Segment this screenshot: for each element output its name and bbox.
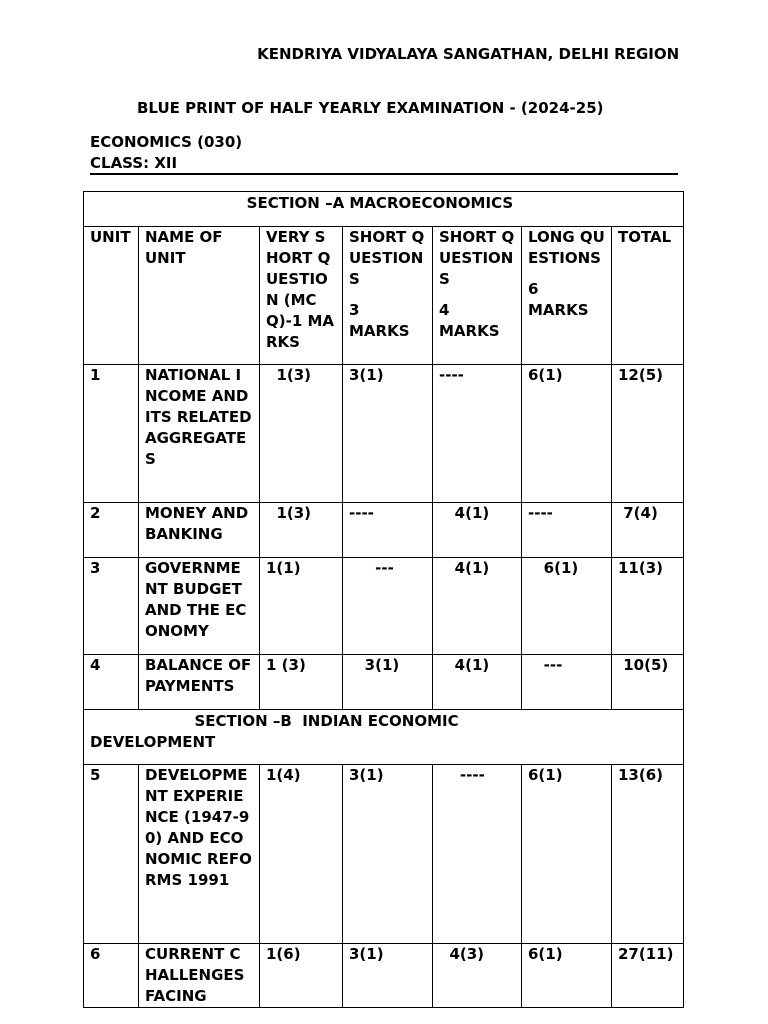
unit-name: CURRENT CHALLENGES FACING bbox=[139, 944, 260, 1008]
lq-cell: 6(1) bbox=[522, 558, 612, 655]
mcq-cell: 1(4) bbox=[260, 765, 343, 944]
unit-number: 4 bbox=[84, 655, 139, 710]
sq4-cell: ---- bbox=[433, 365, 522, 503]
section-b-heading-line2: DEVELOPMENT bbox=[90, 733, 216, 751]
sq4-cell: 4(1) bbox=[433, 558, 522, 655]
section-b-row bbox=[84, 710, 684, 765]
sq4-marks-label: MARKS bbox=[439, 322, 500, 340]
lq-cell: --- bbox=[522, 655, 612, 710]
table-row bbox=[84, 655, 684, 710]
sq3-cell: ---- bbox=[343, 503, 433, 558]
lq-marks-number: 6 bbox=[528, 280, 539, 298]
col-header-sq4 bbox=[433, 227, 522, 365]
col-header-name: NAME OF UNIT bbox=[139, 227, 260, 365]
table-row bbox=[84, 365, 684, 503]
class-line: CLASS: XII bbox=[90, 154, 178, 172]
header-org-line: KENDRIYA VIDYALAYA SANGATHAN, DELHI REGION bbox=[90, 45, 680, 63]
mcq-cell: 1(6) bbox=[260, 944, 343, 1008]
lq-label: LONG QUESTIONS bbox=[528, 228, 605, 267]
col-header-lq bbox=[522, 227, 612, 365]
unit-name: MONEY AND BANKING bbox=[139, 503, 260, 558]
col-header-mcq: VERY SHORT QUESTION (MCQ)-1 MARKS bbox=[260, 227, 343, 365]
section-b-heading-line1: SECTION –B INDIAN ECONOMIC bbox=[90, 712, 459, 730]
total-cell: 13(6) bbox=[612, 765, 684, 944]
header-exam-title: BLUE PRINT OF HALF YEARLY EXAMINATION - (2024-25) bbox=[90, 99, 604, 117]
unit-number: 2 bbox=[84, 503, 139, 558]
sq3-marks-label: MARKS bbox=[349, 322, 410, 340]
unit-number: 5 bbox=[84, 765, 139, 944]
lq-cell: 6(1) bbox=[522, 365, 612, 503]
sq4-cell: 4(3) bbox=[433, 944, 522, 1008]
unit-number: 1 bbox=[84, 365, 139, 503]
col-header-total: TOTAL bbox=[612, 227, 684, 365]
column-header-row bbox=[84, 227, 684, 365]
mcq-cell: 1(1) bbox=[260, 558, 343, 655]
unit-name: BALANCE OF PAYMENTS bbox=[139, 655, 260, 710]
sq3-label: SHORT QUESTIONS bbox=[349, 228, 425, 288]
unit-name: DEVELOPMENT EXPERIENCE (1947-90) AND ECONOMIC REFORMS 1991 bbox=[139, 765, 260, 944]
mcq-cell: 1(3) bbox=[260, 365, 343, 503]
mcq-cell: 1 (3) bbox=[260, 655, 343, 710]
total-cell: 7(4) bbox=[612, 503, 684, 558]
unit-number: 6 bbox=[84, 944, 139, 1008]
table-row bbox=[84, 558, 684, 655]
header-underline bbox=[90, 173, 678, 175]
table-row bbox=[84, 944, 684, 1008]
lq-cell: ---- bbox=[522, 503, 612, 558]
sq4-label: SHORT QUESTIONS bbox=[439, 228, 515, 288]
sq3-cell: 3(1) bbox=[343, 365, 433, 503]
table-row bbox=[84, 765, 684, 944]
sq3-cell: --- bbox=[343, 558, 433, 655]
col-header-unit: UNIT bbox=[84, 227, 139, 365]
section-b-heading bbox=[84, 710, 684, 765]
section-a-row bbox=[84, 192, 684, 227]
lq-cell: 6(1) bbox=[522, 765, 612, 944]
sq4-cell: ---- bbox=[433, 765, 522, 944]
col-header-sq3 bbox=[343, 227, 433, 365]
sq3-cell: 3(1) bbox=[343, 944, 433, 1008]
total-cell: 11(3) bbox=[612, 558, 684, 655]
sq3-cell: 3(1) bbox=[343, 765, 433, 944]
unit-name: GOVERNMENT BUDGET AND THE ECONOMY bbox=[139, 558, 260, 655]
total-cell: 27(11) bbox=[612, 944, 684, 1008]
unit-name: NATIONAL INCOME AND ITS RELATED AGGREGATES bbox=[139, 365, 260, 503]
unit-number: 3 bbox=[84, 558, 139, 655]
blueprint-table bbox=[83, 191, 684, 1008]
sq4-marks-number: 4 bbox=[439, 301, 450, 319]
table-row bbox=[84, 503, 684, 558]
section-a-heading: SECTION –A MACROECONOMICS bbox=[84, 192, 684, 227]
lq-marks-label: MARKS bbox=[528, 301, 589, 319]
mcq-cell: 1(3) bbox=[260, 503, 343, 558]
sq4-cell: 4(1) bbox=[433, 655, 522, 710]
subject-block bbox=[90, 132, 680, 174]
lq-cell: 6(1) bbox=[522, 944, 612, 1008]
total-cell: 10(5) bbox=[612, 655, 684, 710]
sq3-marks-number: 3 bbox=[349, 301, 360, 319]
subject-line: ECONOMICS (030) bbox=[90, 133, 243, 151]
sq4-cell: 4(1) bbox=[433, 503, 522, 558]
total-cell: 12(5) bbox=[612, 365, 684, 503]
sq3-cell: 3(1) bbox=[343, 655, 433, 710]
